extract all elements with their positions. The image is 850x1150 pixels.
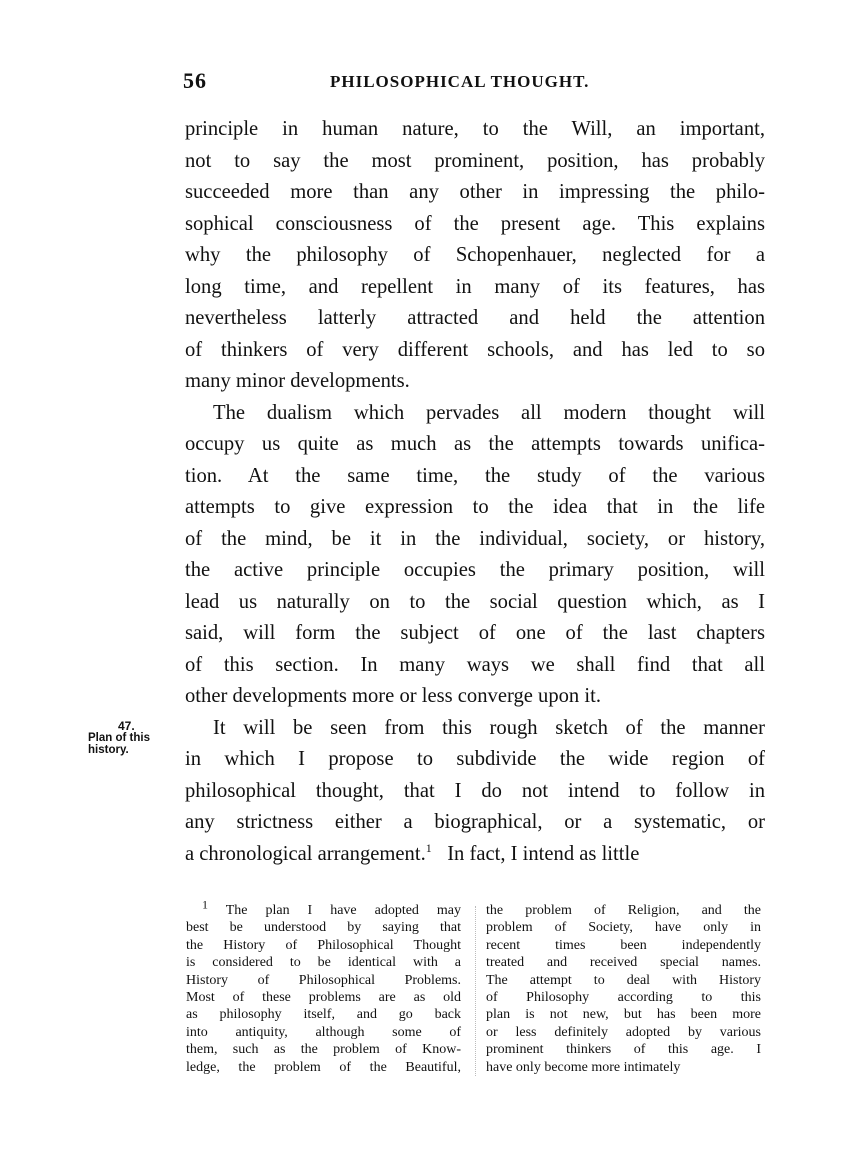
footnote-line: Most of these problems are as old [186, 989, 461, 1005]
body-line: nevertheless latterly attracted and held the attention [185, 307, 765, 329]
footnote-line: or less definitely adopted by various [486, 1024, 761, 1040]
footnote-line: as philosophy itself, and go back [186, 1007, 461, 1023]
body-line: of this section. In many ways we shall find that all [185, 653, 765, 676]
footnote-line: have only become more intimately [486, 1059, 681, 1075]
body-line: of the mind, be it in the individual, society, or history, [185, 527, 765, 550]
footnote-line: plan is not new, but has been more [486, 1007, 761, 1023]
body-line: the active principle occupies the primary position, will [185, 559, 765, 581]
footnote-line: treated and received special names. [486, 955, 761, 971]
footnotes [186, 897, 766, 1082]
footnote-line: ledge, the problem of the Beautiful, [186, 1059, 461, 1075]
body-text [185, 114, 765, 870]
footnote-line: The attempt to deal with History [486, 972, 761, 988]
body-line: why the philosophy of Schopenhauer, neglected for a [185, 244, 765, 266]
body-line: tion. At the same time, the study of the various [185, 464, 765, 487]
footnote-line: prominent thinkers of this age. I [486, 1042, 761, 1058]
body-line: attempts to give expression to the idea that in the life [185, 496, 765, 518]
body-line: occupy us quite as much as the attempts towards unifica- [185, 433, 765, 455]
body-line: principle in human nature, to the Will, an important, [185, 118, 765, 140]
body-line: other developments more or less converge upon it. [185, 685, 601, 707]
margin-note-line: Plan of this [88, 732, 150, 744]
page-number: 56 [183, 68, 207, 93]
margin-note [88, 720, 174, 756]
body-line: The dualism which pervades all modern thought will [213, 401, 765, 424]
body-line: not to say the most prominent, position, has probably [185, 149, 765, 172]
body-line: said, will form the subject of one of the last chapters [185, 622, 765, 644]
body-line: any strictness either a biographical, or a systematic, or [185, 811, 765, 833]
body-line: sophical consciousness of the present age. This explains [185, 212, 765, 235]
body-line: of thinkers of very different schools, and has led to so [185, 338, 765, 361]
column-divider [475, 906, 476, 1076]
footnote-column-left [186, 897, 461, 1076]
footnote-line: the History of Philosophical Thought [186, 937, 461, 953]
body-line-with-footnote [185, 839, 765, 871]
body-line: It will be seen from this rough sketch of the manner [213, 716, 765, 739]
body-line: in which I propose to subdivide the wide region of [185, 748, 765, 770]
footnote-line: of Philosophy according to this [486, 989, 761, 1005]
body-line: succeeded more than any other in impressing the philo- [185, 181, 765, 203]
footnote-line: the problem of Religion, and the [486, 903, 761, 918]
footnote-line: them, such as the problem of Know- [186, 1042, 461, 1058]
body-line-gap [432, 843, 447, 865]
footnote-line: History of Philosophical Problems. [186, 972, 461, 988]
body-line: philosophical thought, that I do not intend to follow in [185, 779, 765, 802]
body-line: lead us naturally on to the social question which, as I [185, 590, 765, 613]
running-head: PHILOSOPHICAL THOUGHT. [330, 72, 590, 91]
body-line: long time, and repellent in many of its features, has [185, 275, 765, 298]
margin-note-line: history. [88, 744, 129, 756]
footnote-line [186, 897, 461, 919]
footnote-line: is considered to be identical with a [186, 955, 461, 971]
body-line-part: In fact, I intend as little [447, 842, 640, 865]
footnote-line: recent times been independently [486, 937, 761, 953]
footnote-marker: 1 [202, 897, 208, 912]
footnote-column-right [486, 902, 761, 1076]
body-line: many minor developments. [185, 370, 410, 392]
footnote-line: best be understood by saying that [186, 920, 461, 936]
body-line-part: a chronological arrangement. [185, 842, 426, 865]
section-number: 47. [118, 719, 135, 733]
footnote-line: problem of Society, have only in [486, 920, 761, 936]
footnote-reference: 1 [425, 840, 432, 855]
footnote-line-text: The plan I have adopted may [225, 903, 461, 918]
footnote-line: into antiquity, although some of [186, 1024, 461, 1040]
